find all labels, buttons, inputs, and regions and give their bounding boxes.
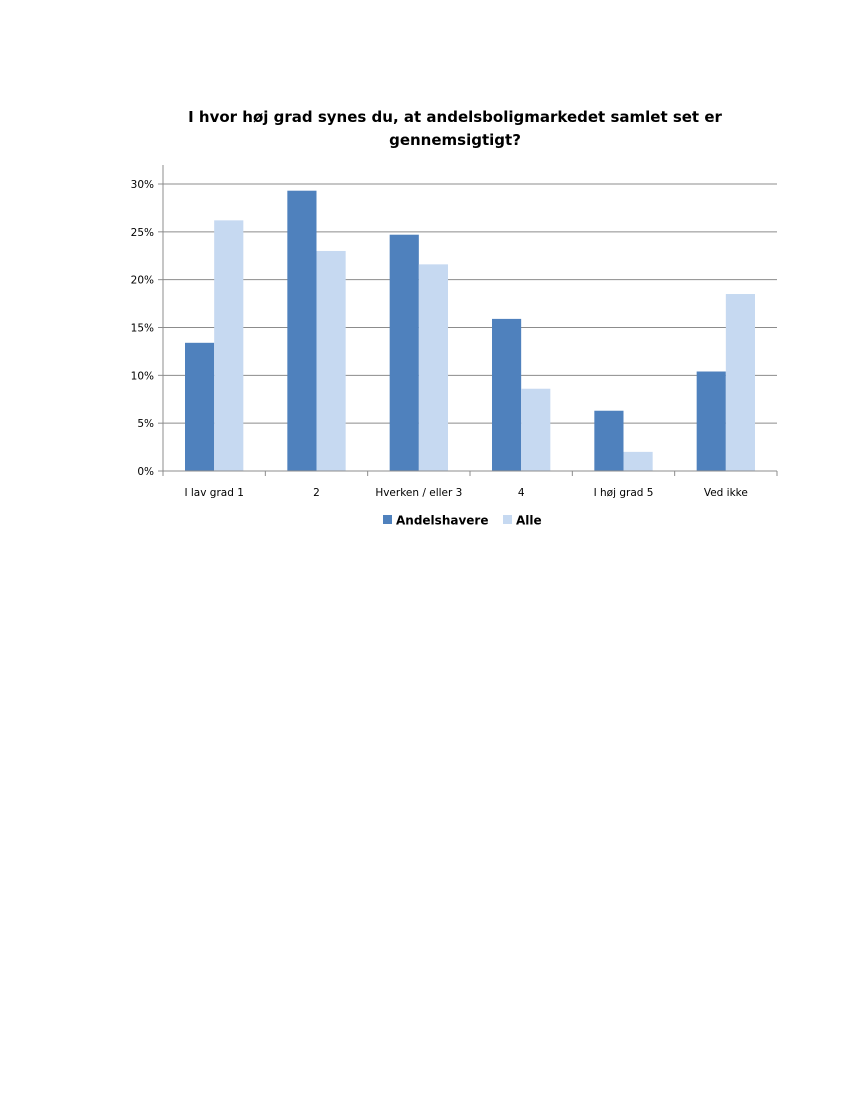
y-tick-label: 30% bbox=[130, 179, 154, 191]
bar-alle bbox=[317, 251, 346, 471]
y-tick-label: 0% bbox=[137, 466, 154, 478]
x-tick-label: Hverken / eller 3 bbox=[375, 487, 463, 499]
bar-alle bbox=[624, 452, 653, 471]
bar-alle bbox=[726, 294, 755, 471]
bar-alle bbox=[214, 220, 243, 471]
bars bbox=[185, 191, 755, 471]
x-tick-label: 4 bbox=[517, 487, 525, 499]
legend-label: Alle bbox=[516, 513, 542, 528]
legend-swatch bbox=[503, 515, 512, 524]
y-tick-label: 25% bbox=[130, 226, 154, 239]
y-tick-label: 15% bbox=[130, 322, 154, 335]
x-tick-label: 2 bbox=[313, 487, 320, 499]
y-tick-label: 5% bbox=[137, 418, 154, 431]
legend bbox=[383, 514, 542, 528]
bar-andelshavere bbox=[697, 372, 726, 471]
chart-title-line-2: gennemsigtigt? bbox=[389, 131, 521, 149]
legend-swatch bbox=[383, 515, 392, 524]
bar-andelshavere bbox=[594, 411, 623, 471]
bar-alle bbox=[521, 389, 550, 471]
gridlines bbox=[163, 184, 777, 423]
y-tick-label: 10% bbox=[130, 370, 154, 383]
y-tick-label: 20% bbox=[130, 274, 154, 287]
bar-andelshavere bbox=[390, 235, 419, 471]
bar-andelshavere bbox=[492, 319, 521, 471]
bar-andelshavere bbox=[185, 343, 214, 471]
bar-alle bbox=[419, 264, 448, 471]
x-tick-label: Ved ikke bbox=[703, 487, 748, 499]
legend-label: Andelshavere bbox=[396, 513, 489, 528]
x-tick-label: I høj grad 5 bbox=[593, 487, 654, 499]
bar-andelshavere bbox=[287, 191, 316, 471]
x-tick-label: I lav grad 1 bbox=[184, 487, 244, 499]
chart-title-line-1: I hvor høj grad synes du, at andelsboligmarkedet samlet set er bbox=[188, 108, 722, 126]
